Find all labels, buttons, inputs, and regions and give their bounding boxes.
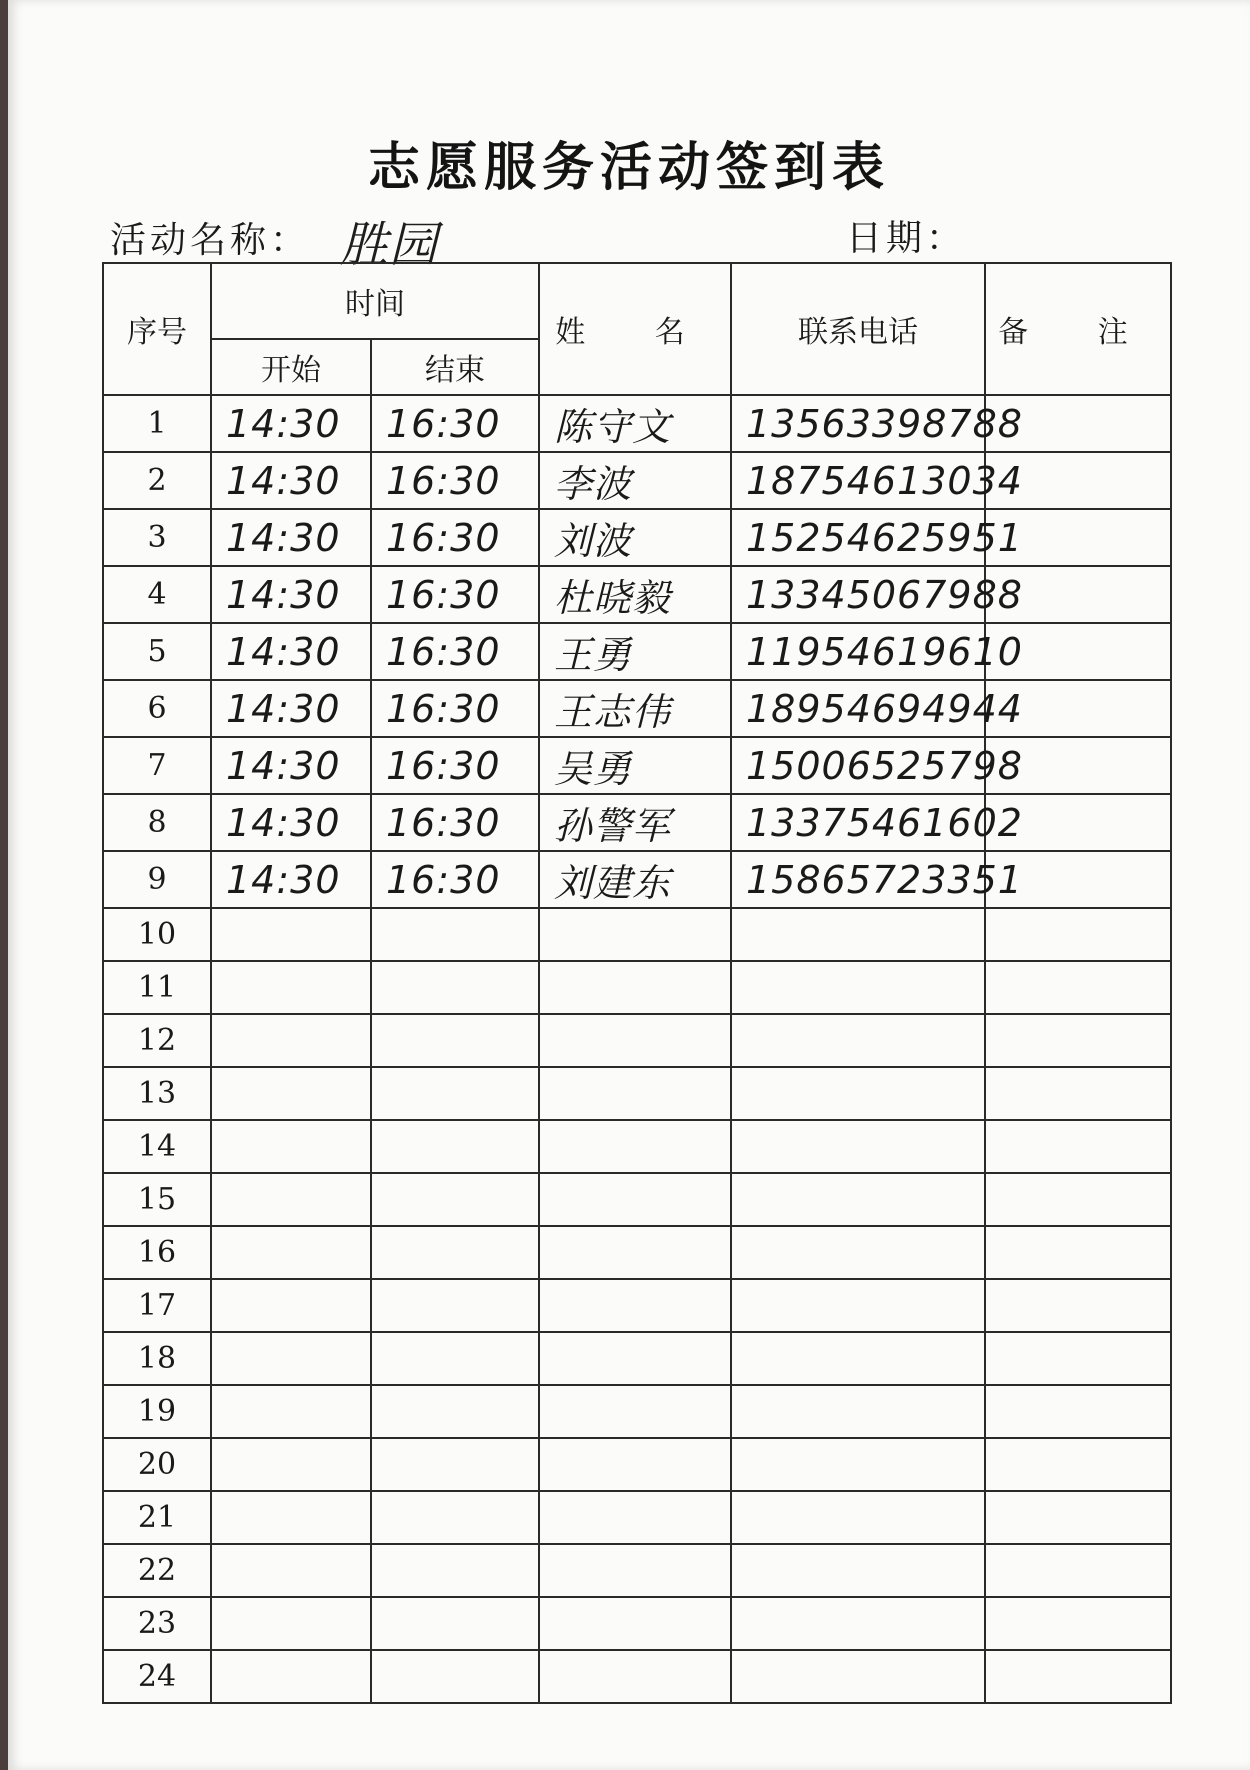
end-time-cell — [371, 1491, 539, 1544]
name-cell — [539, 961, 731, 1014]
start-time-cell — [211, 1332, 371, 1385]
start-time-cell — [211, 1544, 371, 1597]
name-cell: 刘波 — [539, 509, 731, 566]
table-row — [103, 1226, 1171, 1279]
start-time-cell — [211, 1173, 371, 1226]
header-index: 序号 — [103, 263, 211, 395]
table-row — [103, 1385, 1171, 1438]
row-index: 6 — [103, 680, 211, 737]
remark-cell — [985, 908, 1171, 961]
row-index: 7 — [103, 737, 211, 794]
start-time-cell — [211, 1014, 371, 1067]
row-index: 21 — [103, 1491, 211, 1544]
name-cell: 刘建东 — [539, 851, 731, 908]
table-row — [103, 1650, 1171, 1703]
name-cell — [539, 1120, 731, 1173]
table-row — [103, 623, 1171, 680]
end-time-cell — [371, 1279, 539, 1332]
table-row — [103, 1173, 1171, 1226]
row-index: 1 — [103, 395, 211, 452]
start-time-cell: 14:30 — [211, 395, 371, 452]
remark-cell — [985, 1120, 1171, 1173]
phone-cell — [731, 1597, 985, 1650]
header-phone: 联系电话 — [731, 263, 985, 395]
table-row — [103, 1544, 1171, 1597]
name-cell — [539, 1332, 731, 1385]
activity-name-value: 胜园 — [340, 217, 439, 273]
row-index: 11 — [103, 961, 211, 1014]
end-time-cell: 16:30 — [371, 566, 539, 623]
name-cell — [539, 1385, 731, 1438]
row-index: 18 — [103, 1332, 211, 1385]
table-row — [103, 509, 1171, 566]
end-time-cell: 16:30 — [371, 395, 539, 452]
paper-sheet — [8, 0, 1250, 1770]
table-row — [103, 680, 1171, 737]
phone-cell — [731, 908, 985, 961]
remark-cell — [985, 1491, 1171, 1544]
end-time-cell — [371, 961, 539, 1014]
phone-cell: 18954694944 — [731, 680, 985, 737]
phone-cell — [731, 1173, 985, 1226]
name-cell — [539, 1279, 731, 1332]
name-cell — [539, 1491, 731, 1544]
remark-cell — [985, 961, 1171, 1014]
phone-cell — [731, 1438, 985, 1491]
start-time-cell — [211, 961, 371, 1014]
start-time-cell: 14:30 — [211, 737, 371, 794]
row-index: 22 — [103, 1544, 211, 1597]
row-index: 2 — [103, 452, 211, 509]
remark-cell — [985, 1226, 1171, 1279]
date-label: 日期： — [846, 218, 967, 259]
name-cell: 王勇 — [539, 623, 731, 680]
table-row — [103, 566, 1171, 623]
phone-cell: 11954619610 — [731, 623, 985, 680]
row-index: 3 — [103, 509, 211, 566]
start-time-cell — [211, 1226, 371, 1279]
remark-cell — [985, 1544, 1171, 1597]
table-row — [103, 1332, 1171, 1385]
start-time-cell: 14:30 — [211, 452, 371, 509]
remark-cell — [985, 1067, 1171, 1120]
remark-cell — [985, 1332, 1171, 1385]
start-time-cell: 14:30 — [211, 680, 371, 737]
phone-cell — [731, 1385, 985, 1438]
phone-cell — [731, 961, 985, 1014]
end-time-cell — [371, 1120, 539, 1173]
end-time-cell: 16:30 — [371, 452, 539, 509]
table-row — [103, 908, 1171, 961]
header-remark: 备 注 — [985, 263, 1171, 395]
name-cell — [539, 908, 731, 961]
name-cell: 李波 — [539, 452, 731, 509]
start-time-cell — [211, 1438, 371, 1491]
phone-cell — [731, 1332, 985, 1385]
name-cell: 陈守文 — [539, 395, 731, 452]
header-end: 结束 — [371, 339, 539, 395]
end-time-cell — [371, 1226, 539, 1279]
table-row — [103, 1279, 1171, 1332]
row-index: 24 — [103, 1650, 211, 1703]
end-time-cell: 16:30 — [371, 509, 539, 566]
end-time-cell — [371, 908, 539, 961]
start-time-cell — [211, 1491, 371, 1544]
phone-cell: 13375461602 — [731, 794, 985, 851]
end-time-cell — [371, 1385, 539, 1438]
row-index: 23 — [103, 1597, 211, 1650]
end-time-cell: 16:30 — [371, 737, 539, 794]
row-index: 9 — [103, 851, 211, 908]
phone-cell — [731, 1120, 985, 1173]
header-time: 时间 — [211, 263, 539, 339]
start-time-cell — [211, 1597, 371, 1650]
remark-cell — [985, 1279, 1171, 1332]
row-index: 15 — [103, 1173, 211, 1226]
name-cell: 杜晓毅 — [539, 566, 731, 623]
table-row — [103, 737, 1171, 794]
table-row — [103, 1491, 1171, 1544]
phone-cell — [731, 1650, 985, 1703]
table-row — [103, 1067, 1171, 1120]
phone-cell: 15254625951 — [731, 509, 985, 566]
name-cell — [539, 1544, 731, 1597]
name-cell: 王志伟 — [539, 680, 731, 737]
page-title: 志愿服务活动签到表 — [367, 138, 890, 198]
row-index: 8 — [103, 794, 211, 851]
name-cell — [539, 1438, 731, 1491]
remark-cell — [985, 1173, 1171, 1226]
end-time-cell — [371, 1544, 539, 1597]
phone-cell — [731, 1544, 985, 1597]
phone-cell: 13345067988 — [731, 566, 985, 623]
phone-cell: 15006525798 — [731, 737, 985, 794]
sign-in-table — [102, 262, 1172, 1704]
end-time-cell: 16:30 — [371, 851, 539, 908]
phone-cell — [731, 1226, 985, 1279]
remark-cell — [985, 1597, 1171, 1650]
start-time-cell — [211, 1385, 371, 1438]
end-time-cell: 16:30 — [371, 680, 539, 737]
end-time-cell: 16:30 — [371, 794, 539, 851]
end-time-cell — [371, 1014, 539, 1067]
row-index: 14 — [103, 1120, 211, 1173]
start-time-cell: 14:30 — [211, 509, 371, 566]
start-time-cell — [211, 1067, 371, 1120]
table-row — [103, 452, 1171, 509]
end-time-cell — [371, 1067, 539, 1120]
header-name: 姓 名 — [539, 263, 731, 395]
table-row — [103, 1014, 1171, 1067]
name-cell: 孙警军 — [539, 794, 731, 851]
end-time-cell — [371, 1332, 539, 1385]
phone-cell — [731, 1014, 985, 1067]
name-cell — [539, 1226, 731, 1279]
phone-cell — [731, 1279, 985, 1332]
header-start: 开始 — [211, 339, 371, 395]
start-time-cell: 14:30 — [211, 794, 371, 851]
end-time-cell — [371, 1597, 539, 1650]
name-cell — [539, 1067, 731, 1120]
remark-cell — [985, 1438, 1171, 1491]
start-time-cell: 14:30 — [211, 566, 371, 623]
table-row — [103, 961, 1171, 1014]
name-cell: 吴勇 — [539, 737, 731, 794]
end-time-cell — [371, 1438, 539, 1491]
start-time-cell: 14:30 — [211, 851, 371, 908]
remark-cell — [985, 1650, 1171, 1703]
end-time-cell — [371, 1173, 539, 1226]
row-index: 12 — [103, 1014, 211, 1067]
name-cell — [539, 1014, 731, 1067]
start-time-cell — [211, 1650, 371, 1703]
row-index: 20 — [103, 1438, 211, 1491]
row-index: 4 — [103, 566, 211, 623]
table-row — [103, 395, 1171, 452]
start-time-cell — [211, 1279, 371, 1332]
phone-cell: 15865723351 — [731, 851, 985, 908]
table-row — [103, 1597, 1171, 1650]
row-index: 5 — [103, 623, 211, 680]
end-time-cell: 16:30 — [371, 623, 539, 680]
table-row — [103, 1438, 1171, 1491]
activity-name-label: 活动名称： — [110, 220, 311, 261]
row-index: 19 — [103, 1385, 211, 1438]
phone-cell — [731, 1491, 985, 1544]
remark-cell — [985, 1014, 1171, 1067]
name-cell — [539, 1173, 731, 1226]
start-time-cell — [211, 1120, 371, 1173]
row-index: 16 — [103, 1226, 211, 1279]
phone-cell — [731, 1067, 985, 1120]
end-time-cell — [371, 1650, 539, 1703]
start-time-cell — [211, 908, 371, 961]
name-cell — [539, 1650, 731, 1703]
remark-cell — [985, 1385, 1171, 1438]
table-row — [103, 794, 1171, 851]
name-cell — [539, 1597, 731, 1650]
table-row — [103, 851, 1171, 908]
row-index: 13 — [103, 1067, 211, 1120]
phone-cell: 18754613034 — [731, 452, 985, 509]
table-row — [103, 1120, 1171, 1173]
phone-cell: 13563398788 — [731, 395, 985, 452]
row-index: 10 — [103, 908, 211, 961]
row-index: 17 — [103, 1279, 211, 1332]
start-time-cell: 14:30 — [211, 623, 371, 680]
